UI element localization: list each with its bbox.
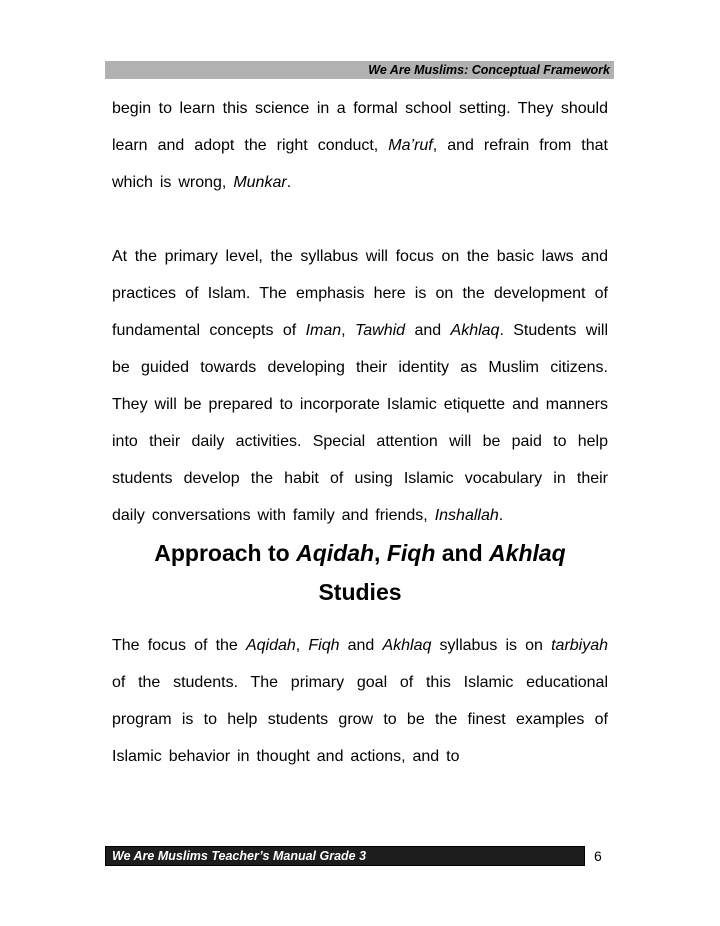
paragraph: begin to learn this science in a formal school setting. They should learn and adopt the right conduct, Ma’ruf, and refrain from that which is wrong, Munkar. — [112, 100, 608, 191]
section-heading: Approach to Aqidah, Fiqh and Akhlaq Studies — [154, 540, 566, 605]
page-number: 6 — [594, 848, 602, 864]
footer-bar — [105, 846, 585, 866]
page-footer — [105, 846, 645, 866]
paragraph: At the primary level, the syllabus will focus on the basic laws and practices of Islam. The emphasis here is on the development of fundamental concepts of Iman, Tawhid and Akhlaq. Students will be guided towards developing their identity as Muslim citizens. They will be prepared to incorporate Islamic etiquette and manners into their daily activities. Special attention will be paid to help students develop the habit of using Islamic vocabulary in their daily conversations with family and friends, Inshallah. — [112, 248, 608, 524]
footer-title: We Are Muslims Teacher’s Manual Grade 3 — [112, 849, 367, 863]
paragraph: The focus of the Aqidah, Fiqh and Akhlaq syllabus is on tarbiyah of the students. The primary goal of this Islamic educational program is to help students grow to be the finest examples of Islamic behavior in thought and actions, and to — [112, 637, 609, 765]
page-body — [112, 79, 608, 775]
header-title: We Are Muslims: Conceptual Framework — [368, 63, 610, 77]
page-header-bar — [105, 61, 614, 79]
